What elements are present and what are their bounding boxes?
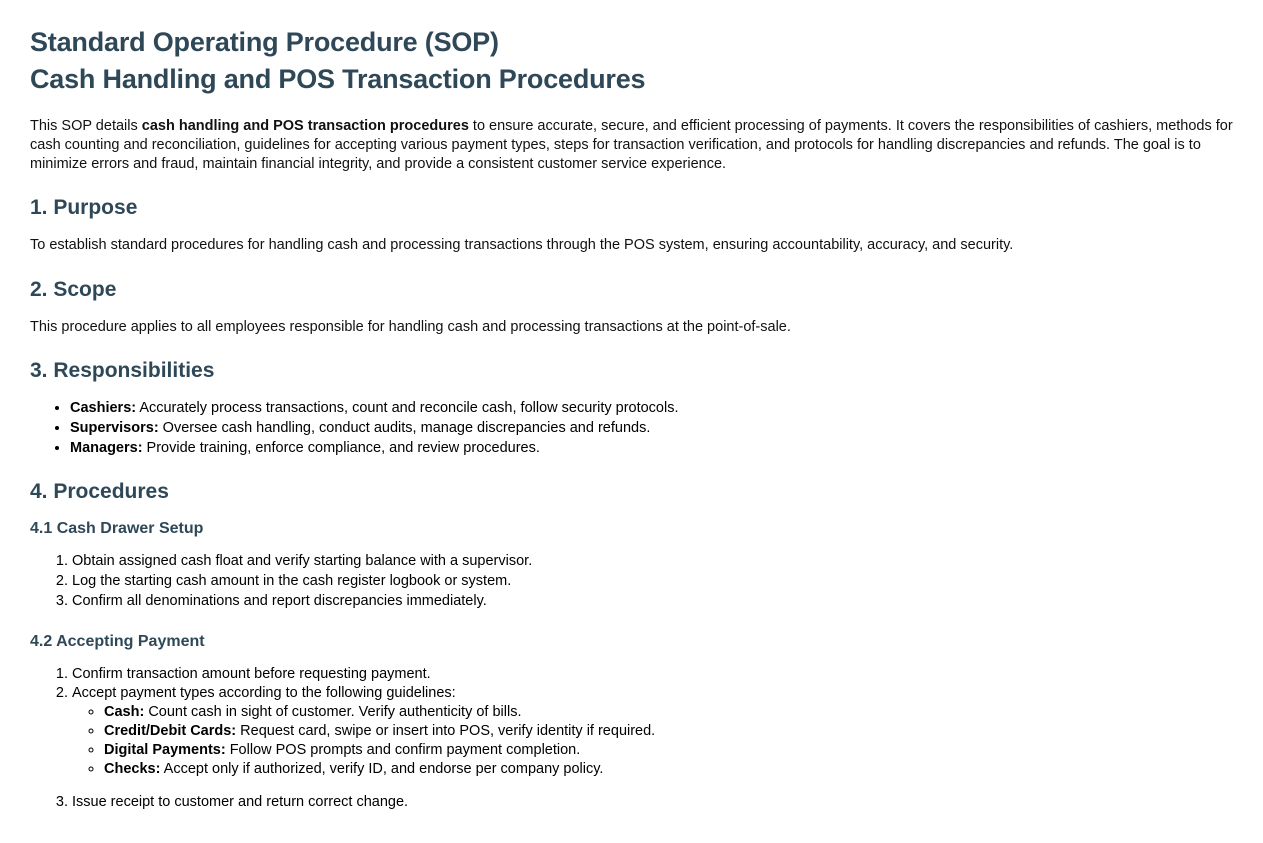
subsection-accepting-payment-heading: 4.2 Accepting Payment xyxy=(30,632,205,650)
section-scope-text: This procedure applies to all employees responsible for handling cash and processing transactions at the point-of-sale. xyxy=(30,318,791,335)
list-item xyxy=(104,741,1233,760)
list-item xyxy=(70,419,1233,438)
responsibilities-list xyxy=(30,399,1233,458)
list-item xyxy=(104,760,1233,779)
list-item xyxy=(72,684,1233,778)
list-item xyxy=(70,439,1233,458)
payment-type-label: Checks: xyxy=(104,760,161,777)
list-item xyxy=(70,399,1233,418)
list-item: 1. Obtain assigned cash float and verify starting balance with a supervisor. xyxy=(72,552,1233,571)
section-procedures-heading: 4. Procedures xyxy=(30,480,169,503)
title-line-2: Cash Handling and POS Transaction Procedures xyxy=(30,64,646,95)
payment-type-text: Request card, swipe or insert into POS, verify identity if required. xyxy=(236,723,656,740)
section-scope-heading: 2. Scope xyxy=(30,277,117,301)
title-line-1: Standard Operating Procedure (SOP) xyxy=(30,27,499,57)
responsibility-label: Cashiers: xyxy=(70,400,137,417)
payment-type-label: Digital Payments: xyxy=(104,741,226,758)
payment-type-label: Cash: xyxy=(104,704,145,721)
section-purpose xyxy=(30,196,1233,256)
list-item: 3. Confirm all denominations and report discrepancies immediately. xyxy=(72,592,1233,611)
payment-types-list xyxy=(72,703,1233,778)
list-item: 1. Confirm transaction amount before requesting payment. xyxy=(72,665,1233,684)
payment-type-text: Count cash in sight of customer. Verify authenticity of bills. xyxy=(144,704,522,721)
section-responsibilities-heading: 3. Responsibilities xyxy=(30,359,215,383)
payment-type-text: Accept only if authorized, verify ID, and endorse per company policy. xyxy=(160,760,604,777)
payment-type-label: Credit/Debit Cards: xyxy=(104,723,237,740)
subsection-cash-drawer-setup-heading: 4.1 Cash Drawer Setup xyxy=(30,520,204,537)
section-purpose-text: To establish standard procedures for handling cash and processing transactions through the POS system, ensuring accountability, accuracy, and security. xyxy=(30,237,1014,254)
intro-text-before: This SOP details xyxy=(30,117,142,134)
accepting-payment-step2-text: Accept payment types according to the following guidelines: xyxy=(72,685,456,702)
section-scope xyxy=(30,278,1233,338)
responsibility-text: Oversee cash handling, conduct audits, manage discrepancies and refunds. xyxy=(158,420,651,437)
intro-paragraph xyxy=(30,117,1233,175)
intro-text-after: to ensure accurate, secure, and efficient processing of payments. It covers the responsibilities of cashiers, methods for cash counting and reconciliation, guidelines for accepting various payment types, steps for transaction verification, and protocols for handling discrepancies and refunds. The goal is to minimize errors and fraud, maintain financial integrity, and provide a consistent customer service experience. xyxy=(30,117,1233,173)
responsibility-label: Managers: xyxy=(70,440,143,457)
responsibility-text: Accurately process transactions, count and reconcile cash, follow security protocols. xyxy=(136,400,679,417)
responsibility-label: Supervisors: xyxy=(70,420,159,437)
responsibility-text: Provide training, enforce compliance, and review procedures. xyxy=(142,440,540,457)
list-item xyxy=(104,703,1233,722)
section-responsibilities xyxy=(30,359,1233,458)
intro-bold-phrase: cash handling and POS transaction procedures xyxy=(141,117,469,134)
section-procedures xyxy=(30,480,1233,811)
payment-type-text: Follow POS prompts and confirm payment completion. xyxy=(225,741,581,758)
cash-drawer-setup-steps xyxy=(30,552,1233,611)
list-item xyxy=(104,722,1233,741)
list-item: 2. Log the starting cash amount in the cash register logbook or system. xyxy=(72,572,1233,591)
section-purpose-heading: 1. Purpose xyxy=(30,196,138,220)
list-item: 3. Issue receipt to customer and return correct change. xyxy=(72,793,1233,812)
page-title xyxy=(30,24,1233,99)
accepting-payment-steps xyxy=(30,665,1233,812)
